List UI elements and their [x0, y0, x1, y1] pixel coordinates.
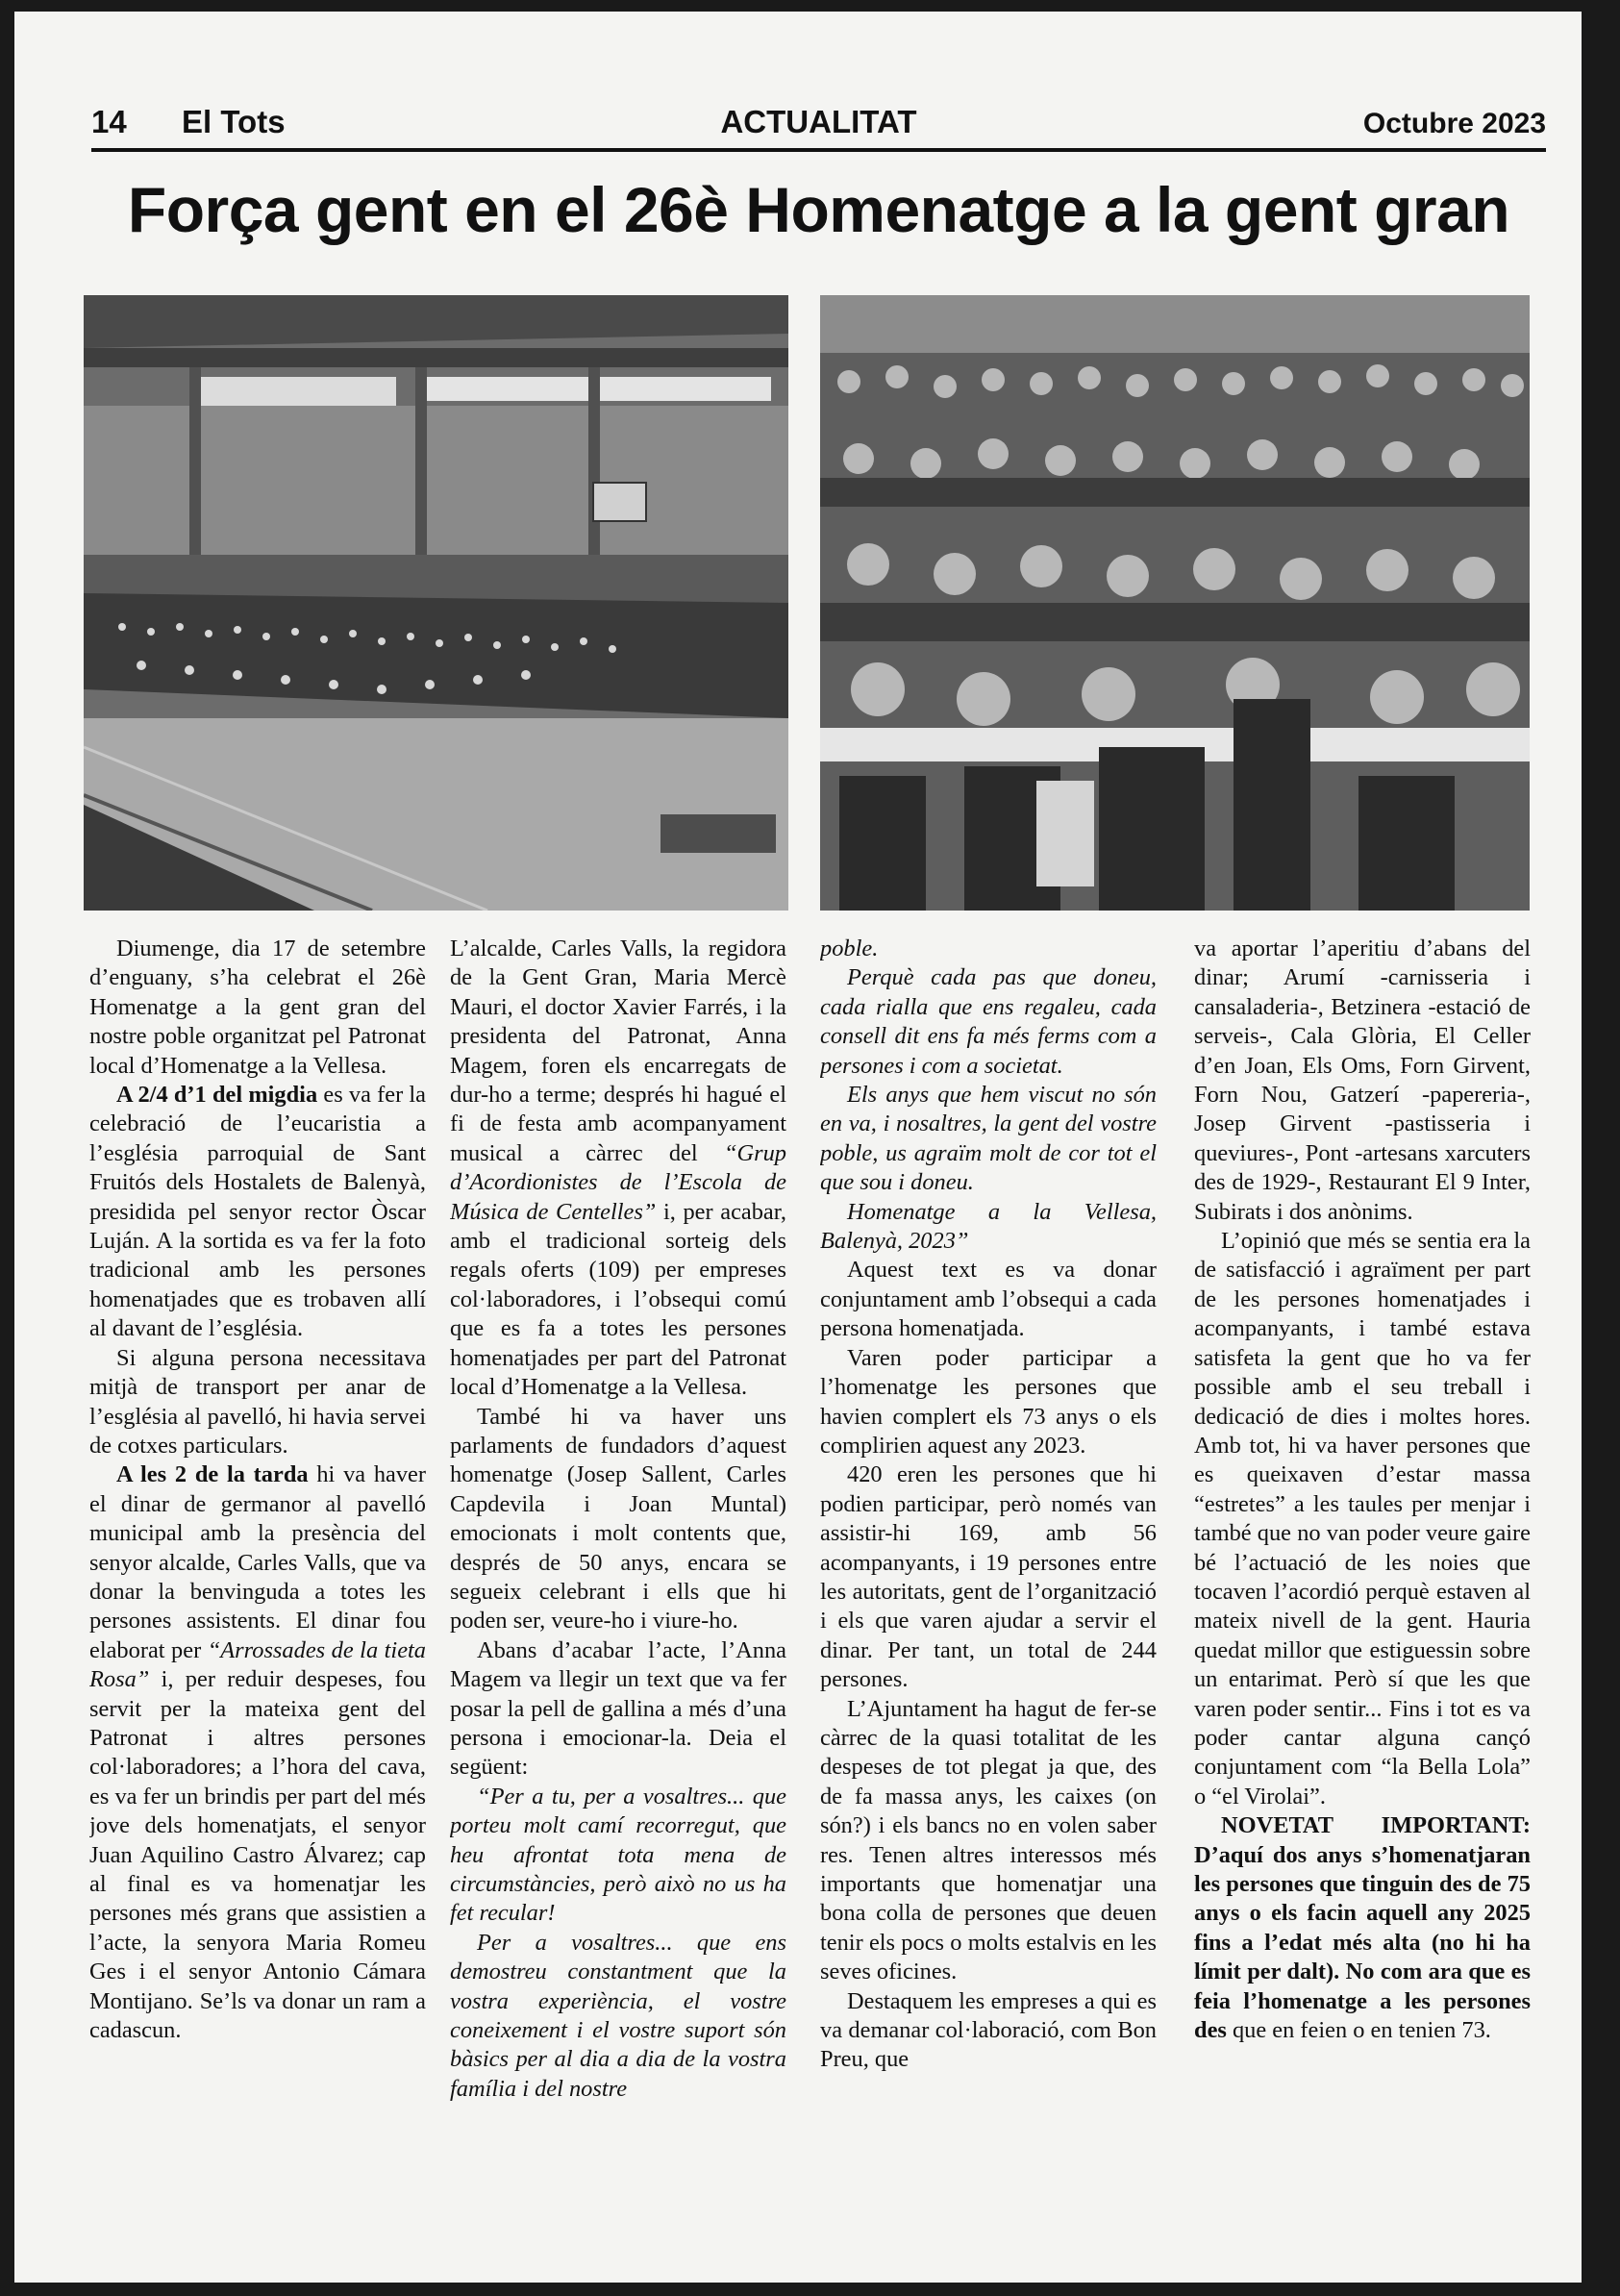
quote-paragraph: Perquè cada pas que doneu, cada rialla que ens regaleu, cada consell dit ens fa més ferms com a persones i com a societat. — [820, 964, 1157, 1079]
paragraph-text: que en feien o en tenien 73. — [1226, 2017, 1491, 2044]
paragraph — [450, 935, 786, 1403]
paragraph: Diumenge, dia 17 de setembre d’enguany, s’ha celebrat el 26è Homenatge a la gent gran del nostre poble organitzat pel Patronat local d’Homenatge a la Vellesa. — [89, 936, 426, 1079]
bold-time: A les 2 de la tarda — [116, 1461, 309, 1488]
photo-sports-hall-image — [84, 295, 788, 911]
paragraph: Varen poder participar a l’homenatge les persones que havien complert els 73 anys o els complirien aquest any 2023. — [820, 1344, 1157, 1459]
photo-sports-hall — [84, 295, 788, 911]
article-column-4 — [1194, 935, 1531, 2223]
paragraph: 420 eren les persones que hi podien participar, però només van assistir-hi 169, amb 56 acompanyants, i 19 persones entre les autoritats, gent de l’organització i els que varen ajudar a servir el dinar. Per tant, un total de 244 persones. — [820, 1461, 1157, 1693]
paragraph — [89, 1081, 426, 1344]
bold-time: A 2/4 d’1 del migdia — [116, 1082, 318, 1109]
paragraph: Aquest text es va donar conjuntament amb l’obsequi a cada persona homenatjada. — [820, 1257, 1157, 1342]
italic-text: “Arrossades de la tieta Rosa” — [89, 1636, 426, 1693]
article-column-3 — [820, 935, 1157, 2223]
paragraph: Si alguna persona necessitava mitjà de transport per anar de l’església al pavelló, hi havia servei de cotxes particulars. — [89, 1344, 426, 1459]
italic-text: “Grup d’Acordionistes de l’Escola de Música de Centelles” — [450, 1139, 786, 1225]
article-headline: Força gent en el 26è Homenatge a la gent gran — [127, 174, 1510, 245]
newspaper-page — [14, 12, 1582, 2283]
article-column-1 — [89, 935, 426, 2223]
notice-paragraph — [1194, 1811, 1531, 2045]
paragraph: Abans d’acabar l’acte, l’Anna Magem va llegir un text que va fer posar la pell de gallina a més d’una persona i emocionar-la. Deia el següent: — [450, 1636, 786, 1781]
paragraph: Destaquem les empreses a qui es va demanar col·laboració, com Bon Preu, que — [820, 1987, 1157, 2073]
paragraph-text: es va fer la celebració de l’eucaristia a l’església parroquial de Sant Fruitós dels Hostalets de Balenyà, presidida pel senyor rector Òscar Luján. A la sortida es va fer la foto tradicional amb les persones homenatjades que es trobaven allí al davant de l’església. — [89, 1082, 426, 1342]
quote-paragraph: poble. — [820, 936, 879, 961]
quote-paragraph: “Per a tu, per a vosaltres... que porteu molt camí recorregut, que heu afrontat tota mena de circumstàncies, però això no us ha fet recular! — [450, 1783, 786, 1927]
paragraph — [89, 1460, 426, 2045]
page-number: 14 — [91, 104, 127, 139]
paragraph-text: L’alcalde, Carles Valls, la regidora de la Gent Gran, Maria Mercè Mauri, el doctor Xavier Farrés, i la presidenta del Patronat, Anna Magem, foren els encarregats de dur-ho a terme; després hi hagué el fi de festa amb acompanyament musical a càrrec del — [450, 936, 786, 1166]
quote-paragraph: Els anys que hem viscut no són en va, i nosaltres, la gent del vostre poble, us agraïm molt de cor tot el que sou i doneu. — [820, 1082, 1157, 1196]
article-column-2 — [450, 935, 786, 2223]
page-header — [91, 100, 1546, 152]
paragraph: L’Ajuntament ha hagut de fer-se càrrec de la quasi totalitat de les despeses de tot plegat ja que, des de fa massa anys, les caixes (on són?) i els bancs no en volen saber res. Tenen altres interessos més importants que homenatjar una bona colla de persones que deuen tenir els pocs o molts estalvis en les seves oficines. — [820, 1695, 1157, 1985]
issue-date: Octubre 2023 — [1362, 108, 1546, 139]
quote-paragraph: Per a vosaltres... que ens demostreu constantment que la vostra experiència, el vostre coneixement i el vostre suport són bàsics per al dia a dia de la vostra família i del nostre — [450, 1929, 786, 2102]
paragraph-text: i, per acabar, amb el tradicional sorteig dels regals oferts (109) per empreses col·laboradores, i l’obsequi comú que es fa a totes les persones homenatjades per part del Patronat local d’Homenatge a la Vellesa. — [450, 1198, 786, 1401]
paragraph-text: i, per reduir despeses, fou servit per la mateixa gent del Patronat i altres persones col·laboradores; a l’hora del cava, es va fer un brindis per part del més jove dels homenatjats, el senyor Juan Aquilino Castro Álvarez; cap al final es va homenatjar les persones més grans que assistien a l’acte, la senyora Maria Romeu Ges i el senyor Antonio Cámara Montijano. Se’ls va donar un ram a cadascun. — [89, 1666, 426, 2044]
bold-notice: NOVETAT IMPORTANT: D’aquí dos anys s’homenatjaran les persones que tinguin des de 75 anys o els facin aquell any 2025 fins a l’edat més alta (no hi ha límit per dalt). No com ara que es feia l’homenatge a les persones des — [1194, 1812, 1531, 2044]
paragraph: va aportar l’aperitiu d’abans del dinar; Arumí -carnisseria i cansaladeria-, Betzinera -estació de serveis-, Cala Glòria, El Celler d’en Joan, Els Oms, Forn Girvent, Forn Nou, Gatzerí -papereria-, Josep Girvent -pastisseria i queviures-, Pont -artesans xarcuters des de 1929-, Restaurant El 9 Inter, Subirats i dos anònims. — [1194, 936, 1531, 1225]
paragraph: L’opinió que més se sentia era la de satisfacció i agraïment per part de les persones homenatjades i acompanyants, i també estava satisfeta la gent que ho va fer possible amb el seu treball i dedicació de dies i moltes hores. Amb tot, hi va haver persones que es queixaven d’estar massa “estretes” a les taules per menjar i també que no van poder veure gaire bé l’actuació de les noies que tocaven l’acordió perquè estaven al mateix nivell de la gent. Hauria quedat millor que estiguessin sobre un entarimat. Però sí que les que varen poder sentir... Fins i tot es va poder cantar alguna cançó conjuntament com “la Bella Lola” o “el Virolai”. — [1194, 1228, 1531, 1809]
paragraph: També hi va haver uns parlaments de fundadors d’aquest homenatge (Josep Sallent, Carles Capdevila i Joan Muntal) emocionats i molt contents que, després de 50 anys, encara se segueix celebrant i ells que hi poden ser, veure-ho i viure-ho. — [450, 1403, 786, 1635]
section-title: ACTUALITAT — [720, 104, 917, 139]
paragraph-text: hi va haver el dinar de germanor al pavelló municipal amb la presència del senyor alcalde, Carles Valls, que va donar la benvinguda a totes les persones assistents. El dinar fou elaborat per — [89, 1461, 426, 1663]
quote-signature: Homenatge a la Vellesa, Balenyà, 2023” — [820, 1198, 1157, 1255]
publication-name: El Tots — [182, 104, 286, 139]
photo-diners — [820, 295, 1530, 911]
photo-diners-image — [820, 295, 1530, 911]
